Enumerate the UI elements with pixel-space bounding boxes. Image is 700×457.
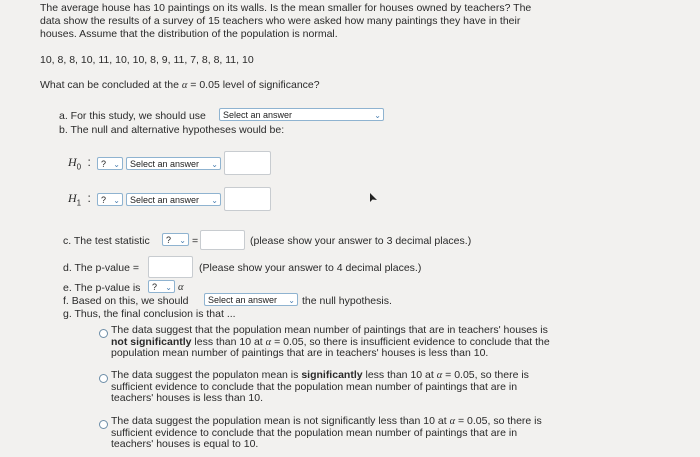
- part-a-label: a. For this study, we should use: [59, 110, 206, 122]
- option-1-line-2-tail: = 0.05, so there is insufficient evidence to conclude that the: [274, 335, 550, 348]
- option-2-emphasis: significantly: [301, 369, 363, 381]
- h0-colon: :: [87, 155, 91, 169]
- conclusion-option-1-radio[interactable]: [99, 329, 108, 338]
- option-1-line-3: population mean number of paintings that are in teachers' houses is less than 10.: [111, 347, 489, 359]
- p-value-comparison-select[interactable]: [148, 280, 175, 293]
- equals-sign: =: [192, 235, 199, 247]
- alpha-symbol: α: [265, 336, 272, 348]
- option-1-emphasis: not significantly: [111, 335, 192, 348]
- part-f-label: f. Based on this, we should: [63, 295, 189, 307]
- option-1-line-1: The data suggest that the population mean number of paintings that are in teachers' houses is: [111, 324, 548, 336]
- h0-symbol-value: ?: [101, 159, 107, 169]
- chevron-down-icon: ⌄: [113, 160, 120, 169]
- option-2-line-3: teachers' houses is less than 10.: [111, 392, 264, 404]
- option-3-line-2: sufficient evidence to conclude that the population mean number of paintings that are in: [111, 426, 518, 439]
- option-2-line-1-text: The data suggest the populaton mean is: [111, 369, 299, 381]
- option-3-line-1: [111, 416, 542, 428]
- chevron-down-icon: ⌄: [374, 111, 381, 120]
- h0-answer-select[interactable]: [126, 157, 221, 170]
- chevron-down-icon: ⌄: [288, 296, 295, 305]
- alpha-symbol: α: [178, 282, 184, 293]
- problem-line-2: data show the results of a survey of 15 teachers who were asked how many paintings they have in their: [40, 15, 521, 27]
- part-g-label: g. Thus, the final conclusion is that ...: [63, 308, 236, 320]
- conclusion-option-2-radio[interactable]: [99, 374, 108, 383]
- p-value-hint: (Please show your answer to 4 decimal places.): [199, 262, 422, 274]
- conclusion-option-3-radio[interactable]: [99, 420, 108, 429]
- question-text: What can be concluded at the: [40, 79, 179, 91]
- data-values: 10, 8, 8, 10, 11, 10, 10, 8, 9, 11, 7, 8, 8, 11, 10: [40, 54, 254, 66]
- h1-letter: H: [68, 191, 77, 205]
- option-3-line-1-text: The data suggest the population mean is not significantly less than 10 at: [111, 415, 447, 427]
- chevron-down-icon: ⌄: [211, 196, 218, 205]
- decision-select-value: Select an answer: [208, 295, 278, 305]
- chevron-down-icon: ⌄: [113, 196, 120, 205]
- part-f-tail: the null hypothesis.: [302, 295, 392, 307]
- p-value-comparison-value: ?: [152, 282, 158, 292]
- h1-answer-value: Select an answer: [130, 195, 200, 205]
- h0-subscript: 0: [76, 162, 82, 172]
- h1-colon: :: [87, 191, 91, 205]
- option-2-line-1: [111, 370, 529, 382]
- h1-subscript: 1: [76, 198, 82, 208]
- option-2-line-1-mid: less than 10 at: [365, 369, 434, 381]
- study-type-select[interactable]: [219, 108, 384, 121]
- h1-symbol-select[interactable]: [97, 193, 123, 206]
- conclusion-option-3-text: [111, 416, 542, 451]
- h1-value-input[interactable]: [224, 187, 271, 211]
- option-2-line-1-tail: = 0.05, so there is: [445, 369, 529, 381]
- part-e-label: e. The p-value is: [63, 282, 141, 294]
- conclusion-option-1-text: [111, 325, 550, 360]
- option-3-line-1-tail: = 0.05, so there is: [458, 415, 542, 427]
- question-tail: = 0.05 level of significance?: [190, 79, 320, 91]
- alpha-symbol: α: [436, 370, 443, 381]
- alpha-symbol: α: [449, 416, 456, 427]
- chevron-down-icon: ⌄: [179, 236, 186, 245]
- part-b-label: b. The null and alternative hypotheses would be:: [59, 124, 285, 136]
- alpha-symbol: α: [181, 80, 188, 91]
- chevron-down-icon: ⌄: [165, 283, 172, 292]
- part-c-label: c. The test statistic: [63, 235, 150, 247]
- study-type-select-value: Select an answer: [223, 110, 293, 120]
- test-statistic-input[interactable]: [200, 230, 245, 250]
- h0-symbol-select[interactable]: [97, 157, 123, 170]
- h0-value-input[interactable]: [224, 151, 271, 175]
- p-value-input[interactable]: [148, 256, 193, 278]
- question: [40, 79, 320, 91]
- h1-symbol-value: ?: [101, 195, 107, 205]
- h1-answer-select[interactable]: [126, 193, 221, 206]
- part-d-label: d. The p-value =: [63, 262, 139, 274]
- test-statistic-symbol-value: ?: [166, 235, 172, 245]
- chevron-down-icon: ⌄: [211, 160, 218, 169]
- h0-answer-value: Select an answer: [130, 159, 200, 169]
- test-statistic-symbol-select[interactable]: [162, 233, 189, 246]
- conclusion-option-2-text: [111, 370, 529, 405]
- problem-line-3: houses. Assume that the distribution of the population is normal.: [40, 28, 338, 40]
- h1-label: [68, 191, 91, 207]
- option-3-line-3: teachers' houses is equal to 10.: [111, 438, 259, 450]
- h0-letter: H: [68, 155, 77, 169]
- mouse-cursor-icon: [369, 192, 378, 203]
- decision-select[interactable]: [204, 293, 298, 306]
- option-1-line-2-text: less than 10 at: [191, 335, 263, 348]
- test-statistic-hint: (please show your answer to 3 decimal places.): [250, 235, 472, 247]
- problem-line-1: The average house has 10 paintings on its walls. Is the mean smaller for houses owned by teachers? The: [40, 2, 532, 14]
- h0-label: [68, 155, 91, 171]
- option-2-line-2: sufficient evidence to conclude that the population mean number of paintings that are in: [111, 380, 518, 393]
